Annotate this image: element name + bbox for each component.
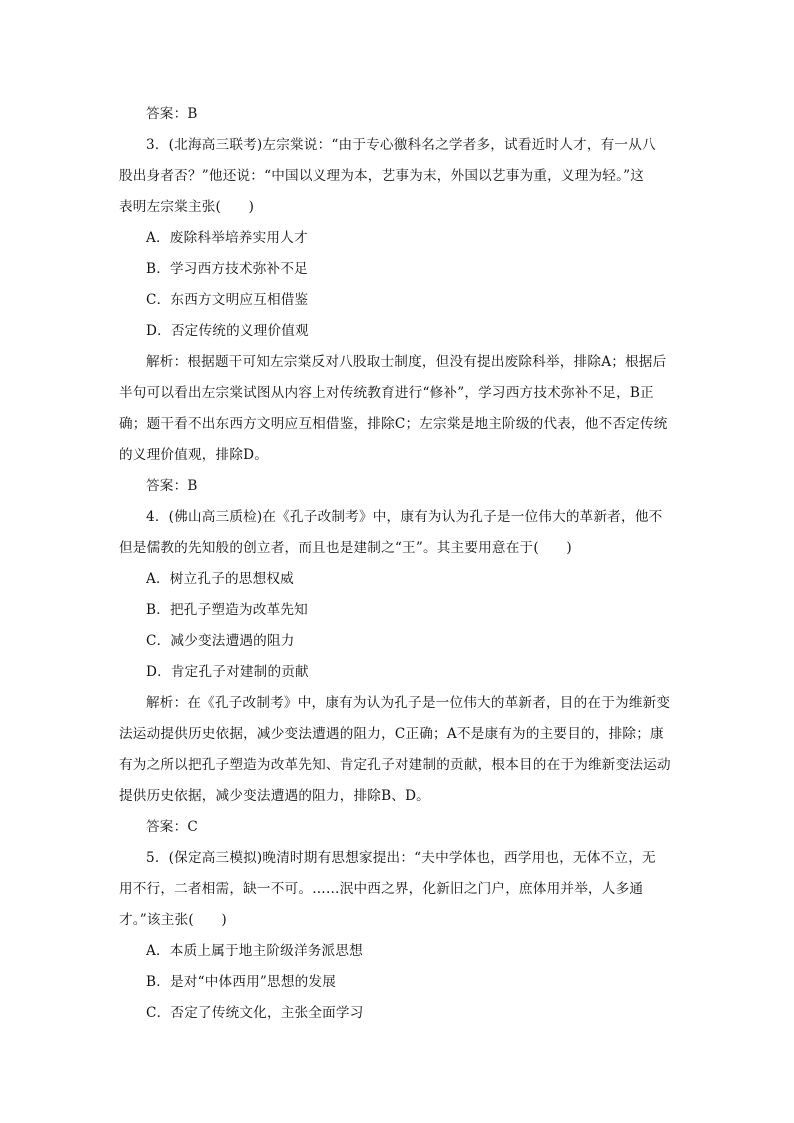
question-3-analysis-line-2: 半句可以看出左宗棠试图从内容上对传统教育进行“修补”，学习西方技术弥补不足，B正 (119, 385, 654, 401)
question-3-stem-line-2: 股出身者否？”他还说：“中国以义理为本，艺事为末，外国以艺事为重，义理为轻。”这 (119, 168, 645, 184)
question-5-stem-line-3: 才。”该主张( ) (119, 912, 227, 928)
document-body (119, 99, 675, 1029)
question-4-option-b: B．把孔子塑造为改革先知 (146, 602, 308, 618)
question-5-option-b: B．是对“中体西用”思想的发展 (146, 974, 337, 990)
question-4-stem-line-2: 但是儒教的先知般的创立者，而且也是建制之“王”。其主要用意在于( ) (119, 540, 572, 556)
question-4-analysis-line-2: 法运动提供历史依据，减少变法遭遇的阻力，C正确；A不是康有为的主要目的，排除；康 (119, 726, 664, 742)
question-4-analysis-line-4: 提供历史依据，减少变法遭遇的阻力，排除B、D。 (119, 788, 430, 804)
question-4-option-a: A．树立孔子的思想权威 (146, 571, 294, 587)
question-3-option-d: D．否定传统的义理价值观 (146, 323, 309, 339)
question-5-option-c: C．否定了传统文化，主张全面学习 (146, 1005, 364, 1021)
question-4-option-c: C．减少变法遭遇的阻力 (146, 633, 295, 649)
question-4-option-d: D．肯定孔子对建制的贡献 (146, 664, 309, 680)
question-4-answer: 答案：C (146, 819, 198, 835)
question-3-analysis-line-1: 解析：根据题干可知左宗棠反对八股取士制度，但没有提出废除科举，排除A；根据后 (146, 354, 667, 370)
question-3-answer: 答案：B (146, 478, 198, 494)
question-3-analysis-line-4: 的义理价值观，排除D。 (119, 447, 269, 463)
question-3-option-c: C．东西方文明应互相借鉴 (146, 292, 309, 308)
question-4-analysis-line-3: 有为之所以把孔子塑造为改革先知、肯定孔子对建制的贡献，根本目的在于为维新变法运动 (119, 757, 671, 773)
question-3-analysis-line-3: 确；题干看不出东西方文明应互相借鉴，排除C；左宗棠是地主阶级的代表，他不否定传统 (119, 416, 668, 432)
question-5-stem-line-2: 用不行，二者相需，缺一不可。……泯中西之界，化新旧之门户，庶体用并举，人多通 (119, 881, 644, 897)
question-4-analysis-line-1: 解析：在《孔子改制考》中，康有为认为孔子是一位伟大的革新者，目的在于为维新变 (146, 695, 671, 711)
answer-line: 答案：B (146, 106, 198, 122)
question-3-stem-line-3: 表明左宗棠主张( ) (119, 199, 255, 215)
question-4-stem-line-1: 4．(佛山高三质检)在《孔子改制考》中，康有为认为孔子是一位伟大的革新者，他不 (146, 509, 663, 525)
question-3-option-b: B．学习西方技术弥补不足 (146, 261, 308, 277)
question-3-stem-line-1: 3．(北海高三联考)左宗棠说：“由于专心徼科名之学者多，试看近时人才，有一从八 (146, 137, 656, 153)
question-3-option-a: A．废除科举培养实用人才 (146, 230, 308, 246)
question-5-option-a: A．本质上属于地主阶级洋务派思想 (146, 943, 363, 959)
question-5-stem-line-1: 5．(保定高三模拟)晚清时期有思想家提出：“夫中学体也，西学用也，无体不立，无 (146, 850, 656, 866)
